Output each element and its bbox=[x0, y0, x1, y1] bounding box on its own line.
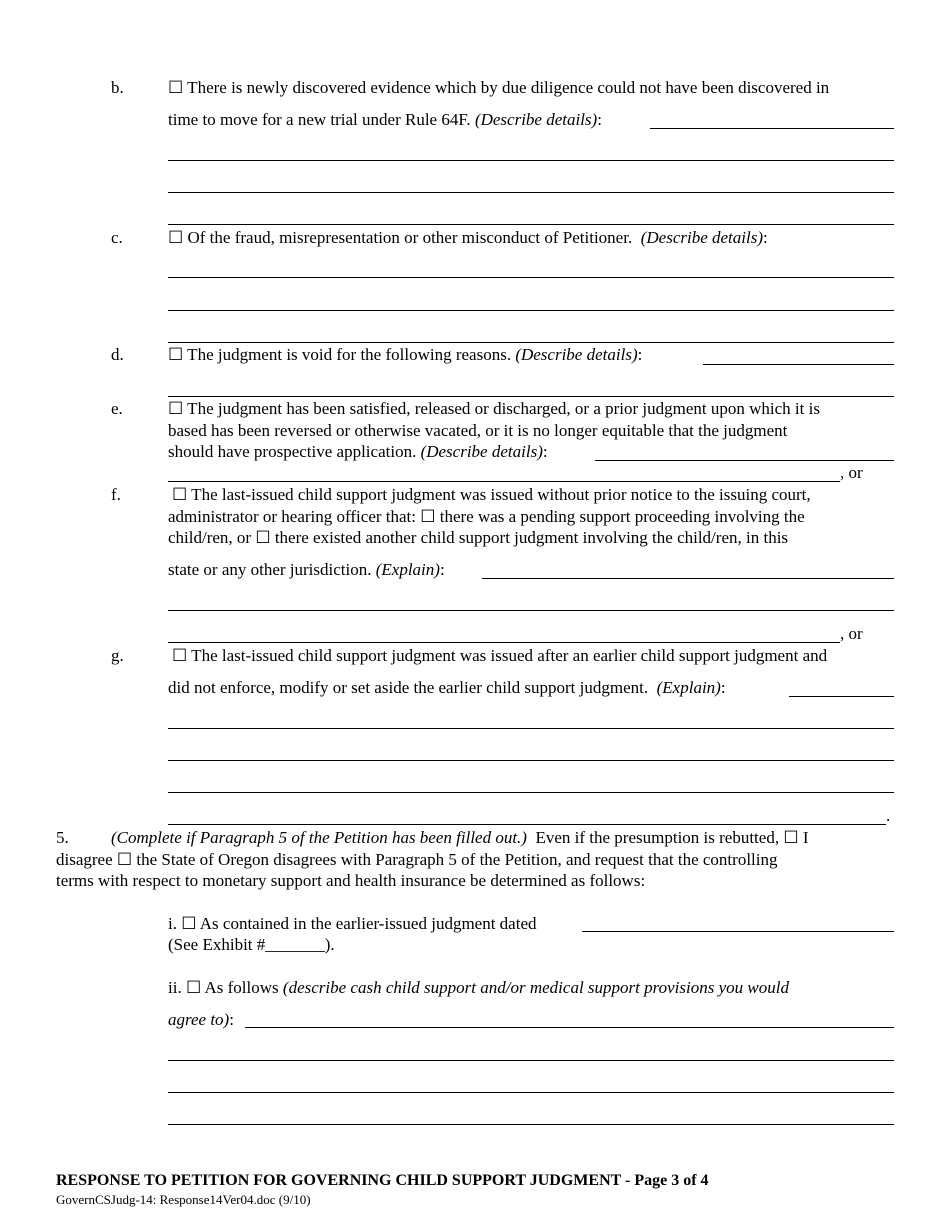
item-g-blank-5[interactable] bbox=[168, 824, 886, 825]
item-f-label: f. bbox=[111, 485, 121, 504]
para5-line-3: terms with respect to monetary support and health insurance be determined as follows: bbox=[56, 871, 646, 890]
item-d-blank-1[interactable] bbox=[703, 364, 894, 365]
option-ii-blank-1[interactable] bbox=[245, 1027, 894, 1028]
item-b-blank-1[interactable] bbox=[650, 128, 894, 129]
item-b-text[interactable]: ☐ There is newly discovered evidence which by due diligence could not have been discovered in bbox=[168, 78, 830, 97]
item-e-text-2: based has been reversed or otherwise vacated, or it is no longer equitable that the judgment bbox=[168, 421, 788, 440]
item-d-text[interactable]: ☐ The judgment is void for the following reasons. (Describe details): bbox=[168, 345, 643, 364]
option-ii-blank-4[interactable] bbox=[168, 1124, 894, 1125]
para5-number: 5. bbox=[56, 828, 69, 847]
item-f-text[interactable]: ☐ The last-issued child support judgment was issued without prior notice to the issuing court, bbox=[172, 485, 811, 504]
footer-file: GovernCSJudg-14: Response14Ver04.doc (9/10) bbox=[56, 1192, 311, 1207]
item-g-blank-4[interactable] bbox=[168, 792, 894, 793]
item-e-text-3: should have prospective application. (Describe details): bbox=[168, 442, 548, 461]
item-e-or: , or bbox=[840, 463, 863, 482]
item-c-label: c. bbox=[111, 228, 123, 247]
item-b-blank-2[interactable] bbox=[168, 160, 894, 161]
item-g-period: . bbox=[886, 806, 891, 825]
item-f-blank-1[interactable] bbox=[482, 578, 894, 579]
item-g-text-2: did not enforce, modify or set aside the earlier child support judgment. (Explain): bbox=[168, 678, 726, 697]
item-f-or: , or bbox=[840, 624, 863, 643]
item-b-label: b. bbox=[111, 78, 124, 97]
item-c-blank-1[interactable] bbox=[168, 277, 894, 278]
item-e-blank-2[interactable] bbox=[168, 481, 840, 482]
item-b-blank-4[interactable] bbox=[168, 224, 894, 225]
item-g-label: g. bbox=[111, 646, 124, 665]
item-f-text-2[interactable]: administrator or hearing officer that: ☐ there was a pending support proceeding involving the bbox=[168, 507, 805, 526]
para5-line-1[interactable]: (Complete if Paragraph 5 of the Petition has been filled out.) Even if the presumption is rebutted, ☐ I bbox=[111, 828, 809, 847]
item-b-blank-3[interactable] bbox=[168, 192, 894, 193]
item-g-blank-1[interactable] bbox=[789, 696, 894, 697]
item-e-blank-1[interactable] bbox=[595, 460, 894, 461]
option-i[interactable]: i. ☐ As contained in the earlier-issued judgment dated bbox=[168, 914, 537, 933]
item-e-label: e. bbox=[111, 399, 123, 418]
item-f-blank-2[interactable] bbox=[168, 610, 894, 611]
item-c-blank-2[interactable] bbox=[168, 310, 894, 311]
item-c-text[interactable]: ☐ Of the fraud, misrepresentation or other misconduct of Petitioner. (Describe details): bbox=[168, 228, 768, 247]
item-f-blank-3[interactable] bbox=[168, 642, 840, 643]
item-b-text-2: time to move for a new trial under Rule 64F. (Describe details): bbox=[168, 110, 602, 129]
para5-line-2[interactable]: disagree ☐ the State of Oregon disagrees with Paragraph 5 of the Petition, and request that the controlling bbox=[56, 850, 778, 869]
option-i-date-blank[interactable] bbox=[582, 931, 894, 932]
item-d-label: d. bbox=[111, 345, 124, 364]
item-g-blank-3[interactable] bbox=[168, 760, 894, 761]
option-i-exhibit[interactable]: (See Exhibit #_______). bbox=[168, 935, 335, 954]
item-d-blank-2[interactable] bbox=[168, 396, 894, 397]
item-f-text-4: state or any other jurisdiction. (Explain): bbox=[168, 560, 445, 579]
option-ii-blank-2[interactable] bbox=[168, 1060, 894, 1061]
item-g-blank-2[interactable] bbox=[168, 728, 894, 729]
footer-title: RESPONSE TO PETITION FOR GOVERNING CHILD SUPPORT JUDGMENT - Page 3 of 4 bbox=[56, 1172, 709, 1189]
option-ii[interactable]: ii. ☐ As follows (describe cash child support and/or medical support provisions you would bbox=[168, 978, 789, 997]
item-f-text-3[interactable]: child/ren, or ☐ there existed another child support judgment involving the child/ren, in this bbox=[168, 528, 789, 547]
item-e-text[interactable]: ☐ The judgment has been satisfied, released or discharged, or a prior judgment upon which it is bbox=[168, 399, 820, 418]
item-c-blank-3[interactable] bbox=[168, 342, 894, 343]
item-g-text[interactable]: ☐ The last-issued child support judgment was issued after an earlier child support judgment and bbox=[172, 646, 828, 665]
option-ii-line-2: agree to): bbox=[168, 1010, 234, 1029]
option-ii-blank-3[interactable] bbox=[168, 1092, 894, 1093]
